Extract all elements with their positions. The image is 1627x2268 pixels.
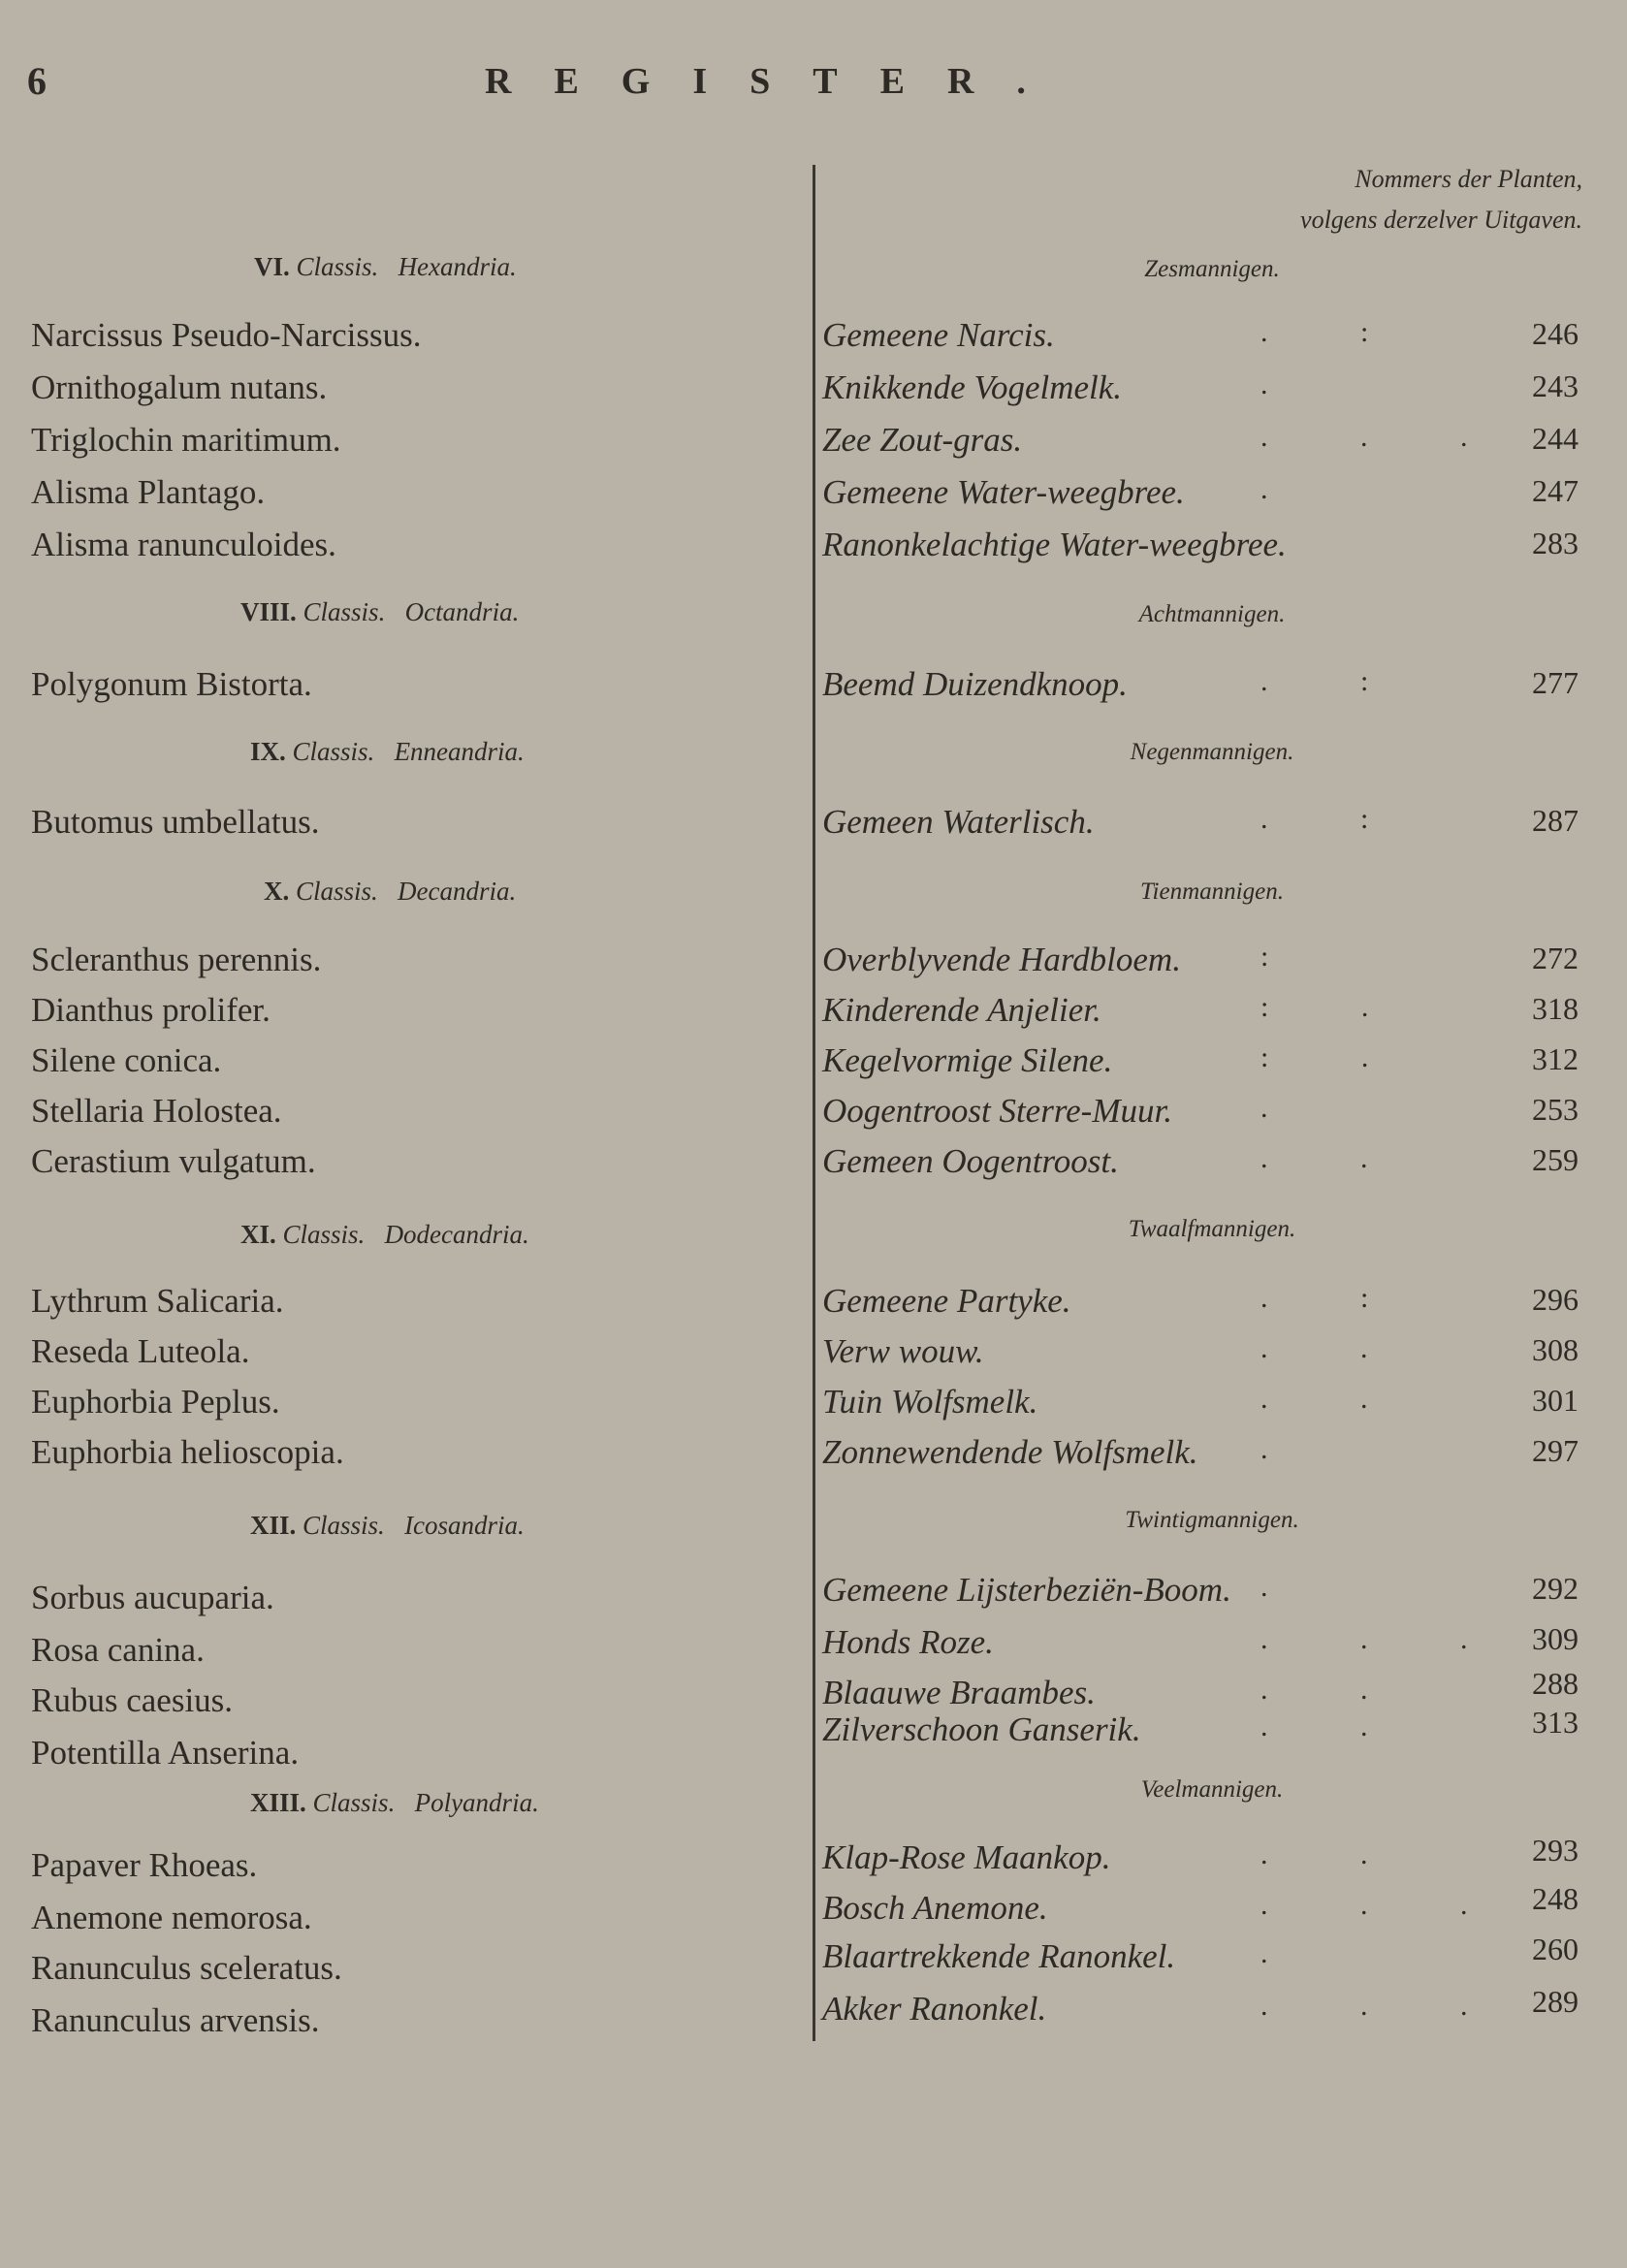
dutch-class-heading: Twintigmannigen. [1125,1507,1299,1533]
plate-number: 309 [1532,1621,1579,1656]
dutch-class-heading: Twaalfmannigen. [1128,1216,1296,1242]
plate-number: 248 [1532,1881,1579,1916]
dutch-name: Zonnewendende Wolfsmelk. [822,1433,1198,1471]
leader-dots: . : [1260,803,1412,835]
column-header-line2: volgens derzelver Uitgaven. [1300,206,1582,234]
leader-dots: . . . [1260,1990,1511,2022]
latin-name: Papaver Rhoeas. [31,1846,258,1884]
plate-number: 318 [1532,991,1579,1026]
latin-name: Narcissus Pseudo-Narcissus. [31,316,422,354]
leader-dots: . : [1260,316,1412,348]
leader-dots: : . [1260,1041,1412,1073]
dutch-name: Ranonkelachtige Water-weegbree. [822,526,1287,563]
latin-name: Dianthus prolifer. [31,991,271,1029]
dutch-name: Zee Zout-gras. [822,421,1023,459]
plate-number: 247 [1532,473,1579,508]
dutch-name: Gemeene Partyke. [822,1282,1071,1320]
latin-name: Reseda Luteola. [31,1332,250,1370]
plate-number: 313 [1532,1705,1579,1740]
plate-number: 301 [1532,1383,1579,1418]
leader-dots: . . [1260,1710,1411,1742]
class-heading-viii: VIII. Classis. Octandria. [240,597,520,626]
plate-number: 253 [1532,1092,1579,1127]
dutch-name: Zilverschoon Ganserik. [822,1710,1141,1748]
latin-name: Alisma Plantago. [31,473,266,511]
latin-name: Anemone nemorosa. [31,1899,312,1936]
leader-dots: . : [1260,1282,1412,1314]
leader-dots: . [1260,368,1311,400]
plate-number: 244 [1532,421,1579,456]
plate-number: 292 [1532,1571,1579,1606]
plate-number: 289 [1532,1984,1579,2019]
plate-number: 296 [1532,1282,1579,1317]
plate-number: 259 [1532,1142,1579,1177]
dutch-name: Honds Roze. [822,1623,994,1661]
leader-dots: . . [1260,1142,1411,1174]
latin-name: Polygonum Bistorta. [31,665,312,703]
leader-dots: . . [1260,1332,1411,1364]
dutch-name: Gemeene Lijsterbeziën-Boom. [822,1571,1231,1609]
latin-name: Potentilla Anserina. [31,1734,300,1772]
leader-dots: : [1260,941,1312,973]
latin-name: Lythrum Salicaria. [31,1282,284,1320]
page-title: REGISTER. [485,61,1069,102]
latin-name: Alisma ranunculoides. [31,526,336,563]
plate-number: 277 [1532,665,1579,700]
dutch-class-heading: Achtmannigen. [1138,601,1286,627]
latin-name: Cerastium vulgatum. [31,1142,316,1180]
latin-name: Butomus umbellatus. [31,803,320,841]
leader-dots: . [1260,1092,1311,1124]
dutch-name: Klap-Rose Maankop. [822,1838,1111,1876]
page-number: 6 [27,59,47,103]
latin-name: Ranunculus arvensis. [31,2001,320,2039]
dutch-name: Gemeen Oogentroost. [822,1142,1119,1180]
leader-dots: . . [1260,1383,1411,1415]
leader-dots: . [1260,1937,1311,1969]
dutch-name: Blaartrekkende Ranonkel. [822,1937,1176,1975]
class-heading-ix: IX. Classis. Enneandria. [250,737,525,766]
dutch-name: Gemeen Waterlisch. [822,803,1095,841]
leader-dots: . . . [1260,1889,1511,1921]
plate-number: 293 [1532,1833,1579,1868]
latin-name: Ranunculus sceleratus. [31,1949,342,1987]
leader-dots: : . [1260,991,1412,1023]
dutch-class-heading: Negenmannigen. [1130,739,1294,765]
dutch-class-heading: Tienmannigen. [1140,878,1284,905]
plate-number: 297 [1532,1433,1579,1468]
plate-number: 308 [1532,1332,1579,1367]
dutch-name: Verw wouw. [822,1332,984,1370]
dutch-name: Knikkende Vogelmelk. [822,368,1123,406]
plate-number: 312 [1532,1041,1579,1076]
latin-name: Euphorbia helioscopia. [31,1433,344,1471]
class-heading-xiii: XIII. Classis. Polyandria. [250,1788,539,1817]
dutch-name: Gemeene Narcis. [822,316,1055,354]
class-heading-x: X. Classis. Decandria. [264,877,517,906]
dutch-class-heading: Veelmannigen. [1140,1776,1284,1803]
class-heading-vi: VI. Classis. Hexandria. [254,252,517,281]
column-header-line1: Nommers der Planten, [1355,165,1582,193]
latin-name: Euphorbia Peplus. [31,1383,280,1421]
plate-number: 243 [1532,368,1579,403]
dutch-name: Beemd Duizendknoop. [822,665,1128,703]
latin-name: Sorbus aucuparia. [31,1579,274,1616]
dutch-name: Oogentroost Sterre-Muur. [822,1092,1172,1130]
leader-dots: . : [1260,665,1412,697]
class-heading-xi: XI. Classis. Dodecandria. [240,1220,529,1249]
dutch-name: Akker Ranonkel. [822,1990,1047,2028]
leader-dots: . . . [1260,1623,1511,1655]
leader-dots: . . [1260,1674,1411,1706]
latin-name: Stellaria Holostea. [31,1092,282,1130]
plate-number: 246 [1532,316,1579,351]
leader-dots: . . [1260,1838,1411,1870]
dutch-class-heading: Zesmannigen. [1144,256,1280,282]
plate-number: 272 [1532,941,1579,975]
dutch-name: Kegelvormige Silene. [822,1041,1113,1079]
plate-number: 287 [1532,803,1579,838]
latin-name: Rubus caesius. [31,1681,234,1719]
column-divider [813,165,815,2041]
plate-number: 260 [1532,1932,1579,1966]
latin-name: Triglochin maritimum. [31,421,341,459]
latin-name: Silene conica. [31,1041,222,1079]
dutch-name: Tuin Wolfsmelk. [822,1383,1038,1421]
dutch-name: Gemeene Water-weegbree. [822,473,1185,511]
dutch-name: Kinderende Anjelier. [822,991,1101,1029]
leader-dots: . . . [1260,421,1511,453]
dutch-name: Bosch Anemone. [822,1889,1048,1927]
latin-name: Scleranthus perennis. [31,941,322,978]
class-heading-xii: XII. Classis. Icosandria. [250,1511,525,1540]
leader-dots: . [1260,1433,1311,1465]
latin-name: Ornithogalum nutans. [31,368,328,406]
dutch-name: Overblyvende Hardbloem. [822,941,1181,978]
dutch-name: Blaauwe Braambes. [822,1674,1096,1711]
latin-name: Rosa canina. [31,1631,205,1669]
leader-dots: . [1260,1571,1311,1603]
plate-number: 283 [1532,526,1579,560]
plate-number: 288 [1532,1666,1579,1701]
leader-dots: . [1260,473,1311,505]
